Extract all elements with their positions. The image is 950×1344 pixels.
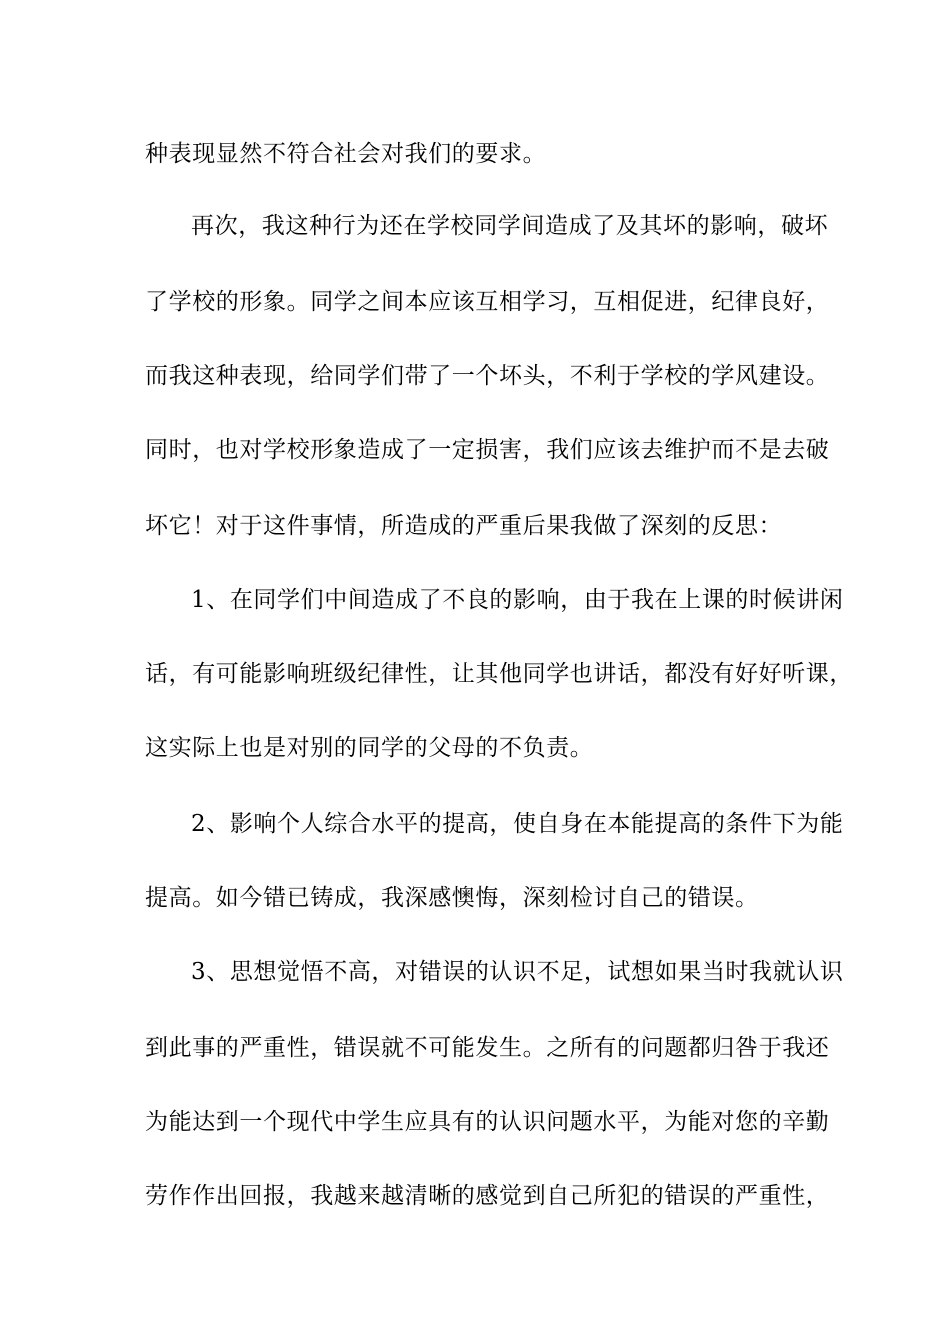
list-item-2: 2、影响个人综合水平的提高，使自身在本能提高的条件下为能 (191, 811, 844, 837)
text-line: 为能达到一个现代中学生应具有的认识问题水平，为能对您的辛勤 (145, 1109, 830, 1135)
list-item-1: 1、在同学们中间造成了不良的影响，由于我在上课的时候讲闲 (191, 587, 844, 613)
text-line: 话，有可能影响班级纪律性，让其他同学也讲话，都没有好好听课， (145, 661, 853, 687)
paragraph-line: 再次，我这种行为还在学校同学间造成了及其坏的影响，破坏 (191, 213, 829, 239)
list-item-3: 3、思想觉悟不高，对错误的认识不足，试想如果当时我就认识 (191, 959, 844, 985)
text-line: 这实际上也是对别的同学的父母的不负责。 (145, 735, 594, 761)
text-line: 到此事的严重性，错误就不可能发生。之所有的问题都归咎于我还 (145, 1035, 830, 1061)
text-line: 劳作作出回报，我越来越清晰的感觉到自己所犯的错误的严重性， (145, 1183, 830, 1209)
text-line: 提高。如今错已铸成，我深感懊悔，深刻检讨自己的错误。 (145, 885, 759, 911)
text-line: 种表现显然不符合社会对我们的要求。 (145, 141, 547, 167)
text-line: 同时，也对学校形象造成了一定损害，我们应该去维护而不是去破 (145, 437, 830, 463)
text-line: 了学校的形象。同学之间本应该互相学习，互相促进，纪律良好， (145, 289, 830, 315)
text-line: 坏它！对于这件事情，所造成的严重后果我做了深刻的反思： (145, 513, 783, 539)
text-line: 而我这种表现，给同学们带了一个坏头，不利于学校的学风建设。 (145, 363, 830, 389)
